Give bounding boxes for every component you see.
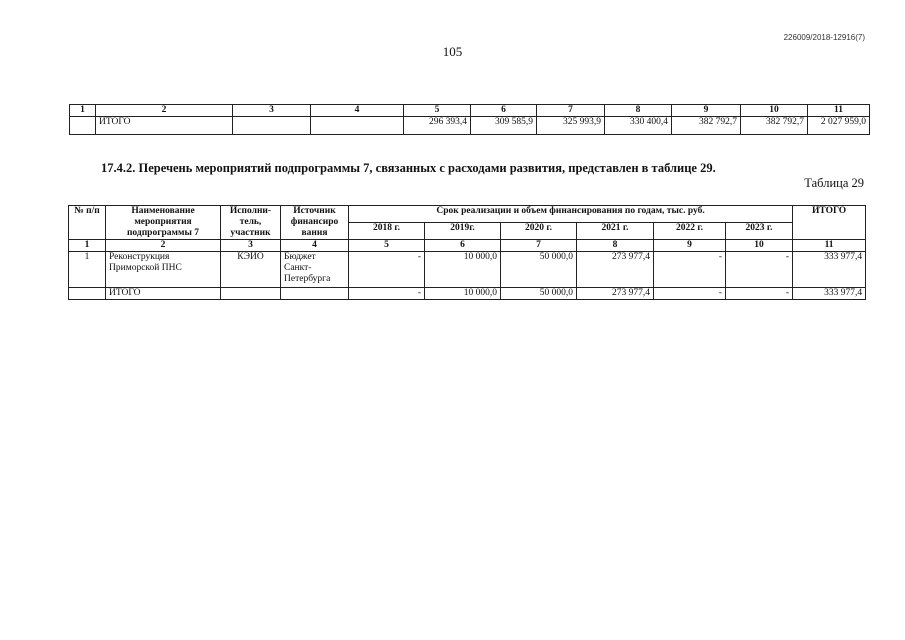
table-cell	[311, 117, 404, 135]
document-id: 226009/2018-12916(7)	[783, 33, 865, 42]
table-cell: Реконструкция Приморской ПНС	[106, 252, 221, 288]
table-cell: 7	[537, 105, 605, 117]
table-cell: -	[726, 288, 793, 300]
table-cell: 4	[311, 105, 404, 117]
table-row	[69, 252, 866, 288]
header-year: 2019г.	[425, 223, 501, 240]
table-cell: 50 000,0	[501, 252, 577, 288]
table-header-row	[69, 206, 866, 223]
table-cell: -	[654, 288, 726, 300]
table-29	[68, 205, 866, 300]
table-cell: 3	[233, 105, 311, 117]
table-cell: 10 000,0	[425, 252, 501, 288]
table-cell	[69, 288, 106, 300]
table-header-row	[70, 105, 870, 117]
table-cell: 309 585,9	[471, 117, 537, 135]
table-cell: 10 000,0	[425, 288, 501, 300]
table-cell: 5	[404, 105, 471, 117]
table-cell: 10	[741, 105, 808, 117]
table-total-row	[69, 288, 866, 300]
table-cell: -	[349, 252, 425, 288]
table-cell: 2	[106, 240, 221, 252]
table-cell: 11	[793, 240, 866, 252]
header-col-name: Наименование мероприятия подпрограммы 7	[106, 206, 221, 240]
table-cell: 9	[672, 105, 741, 117]
table-numbering-row	[69, 240, 866, 252]
header-year: 2021 г.	[577, 223, 654, 240]
table-cell	[70, 117, 96, 135]
table-cell: 273 977,4	[577, 252, 654, 288]
table-cell: -	[349, 288, 425, 300]
table-cell: 382 792,7	[672, 117, 741, 135]
table-cell: 382 792,7	[741, 117, 808, 135]
table-cell: 4	[281, 240, 349, 252]
table-cell: 1	[69, 252, 106, 288]
table-cell: -	[726, 252, 793, 288]
header-year: 2022 г.	[654, 223, 726, 240]
header-col-source: Источник финансиро вания	[281, 206, 349, 240]
table-cell	[281, 288, 349, 300]
section-heading: 17.4.2. Перечень мероприятий подпрограммы 7, связанных с расходами развития, представлен в таблице 29.	[101, 161, 716, 175]
table-cell: 6	[425, 240, 501, 252]
table-cell: 9	[654, 240, 726, 252]
table-cell: 5	[349, 240, 425, 252]
header-year: 2020 г.	[501, 223, 577, 240]
table-cell: 330 400,4	[605, 117, 672, 135]
table-cell	[221, 288, 281, 300]
page-number: 105	[442, 44, 463, 59]
table-continuation	[69, 104, 870, 135]
table-cell	[233, 117, 311, 135]
table-cell: 8	[605, 105, 672, 117]
table-cell: КЭИО	[221, 252, 281, 288]
table-cell: 325 993,9	[537, 117, 605, 135]
header-col-no: № п/п	[69, 206, 106, 240]
table-cell: 6	[471, 105, 537, 117]
table-cell: 11	[808, 105, 870, 117]
table-cell: 2 027 959,0	[808, 117, 870, 135]
table-cell: 2	[96, 105, 233, 117]
table-caption: Таблица 29	[804, 176, 864, 190]
table-cell: 1	[69, 240, 106, 252]
table-cell: ИТОГО	[96, 117, 233, 135]
table-cell: 7	[501, 240, 577, 252]
table-cell: 333 977,4	[793, 252, 866, 288]
table-cell: 10	[726, 240, 793, 252]
header-total: ИТОГО	[793, 206, 866, 240]
table-row	[70, 117, 870, 135]
table-cell: -	[654, 252, 726, 288]
table-cell: 50 000,0	[501, 288, 577, 300]
header-period: Срок реализации и объем финансирования по годам, тыс. руб.	[349, 206, 793, 223]
table-cell: 8	[577, 240, 654, 252]
header-col-executor: Исполни- тель, участник	[221, 206, 281, 240]
table-cell: 296 393,4	[404, 117, 471, 135]
table-cell: 3	[221, 240, 281, 252]
table-cell: 1	[70, 105, 96, 117]
table-cell: 333 977,4	[793, 288, 866, 300]
table-cell: ИТОГО	[106, 288, 221, 300]
table-cell: Бюджет Санкт- Петербурга	[281, 252, 349, 288]
table-cell: 273 977,4	[577, 288, 654, 300]
header-year: 2023 г.	[726, 223, 793, 240]
header-year: 2018 г.	[349, 223, 425, 240]
